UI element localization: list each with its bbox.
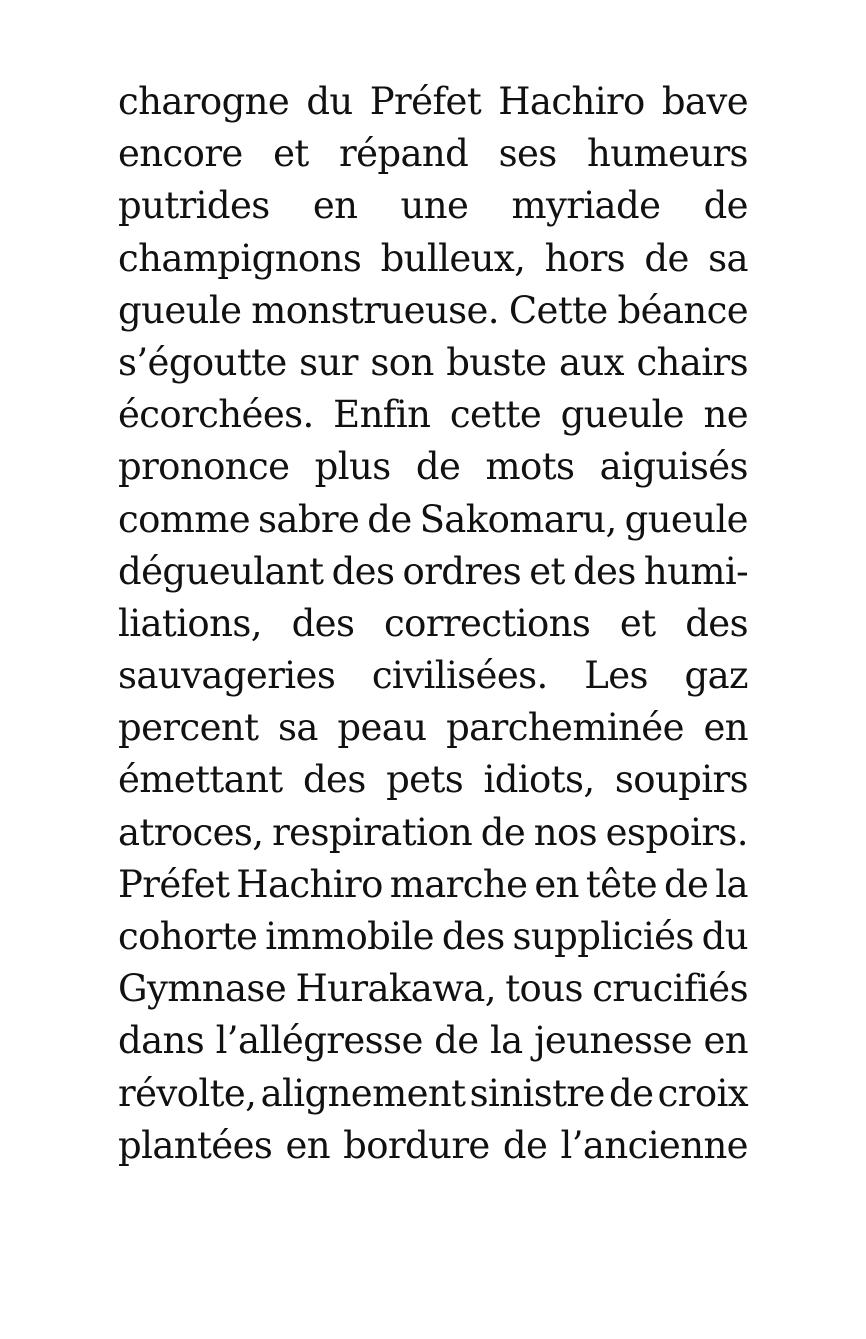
word: en <box>703 706 748 750</box>
word: respiration <box>272 810 473 854</box>
word: dégueulant <box>118 549 324 593</box>
word: hors <box>544 236 626 280</box>
word: des <box>572 549 636 593</box>
word: sur <box>299 340 358 384</box>
word: du <box>701 915 748 958</box>
word: de <box>502 1123 548 1167</box>
word: aux <box>558 340 624 384</box>
text-line <box>118 859 748 911</box>
text-line <box>118 337 748 389</box>
word: dans <box>118 1019 205 1063</box>
word: l’allégresse <box>215 1019 423 1063</box>
text-line <box>118 128 748 180</box>
word: alignement <box>260 1071 466 1115</box>
word: en <box>703 1019 748 1063</box>
word: tous <box>505 967 583 1011</box>
word: gueule <box>560 393 684 437</box>
word: s’égoutte <box>118 340 287 384</box>
word: marche <box>389 862 528 906</box>
text-line <box>118 1015 748 1067</box>
word: gueule <box>624 497 748 541</box>
word: ne <box>703 393 748 437</box>
word: sa <box>708 236 748 280</box>
word: son <box>370 340 434 384</box>
word: sinistre <box>469 1071 605 1115</box>
word: aiguisés <box>599 445 748 489</box>
word: Hachiro <box>498 80 645 123</box>
text-line <box>118 650 748 702</box>
word: des <box>685 601 748 645</box>
word: civilisées. <box>371 654 548 698</box>
word: monstrueuse. <box>251 288 499 332</box>
word: champignons <box>118 236 362 280</box>
word: de <box>480 810 526 854</box>
word: de <box>434 1019 479 1063</box>
word: des <box>291 601 355 645</box>
word: de <box>608 1071 654 1115</box>
word: peau <box>337 706 427 750</box>
word: nos <box>533 810 598 854</box>
word: plantées <box>118 1123 273 1167</box>
word: et <box>529 549 565 593</box>
word: de <box>415 445 461 489</box>
word: de <box>703 184 748 228</box>
word: soupirs <box>614 758 748 802</box>
word: cette <box>449 393 542 437</box>
word: Cette <box>508 288 608 332</box>
word: de <box>644 236 689 280</box>
word: buste <box>446 340 547 384</box>
word: Hurakawa, <box>295 967 496 1011</box>
word: humeurs <box>587 132 748 176</box>
word: des <box>331 549 395 593</box>
word: des <box>302 758 366 802</box>
word: plus <box>314 445 391 489</box>
word: de <box>663 862 709 906</box>
word: sauvageries <box>118 654 336 698</box>
word: sabre <box>258 497 360 541</box>
word: en <box>312 184 358 228</box>
word: gueule <box>118 288 242 332</box>
word: Préfet <box>118 862 230 906</box>
word: idiots, <box>483 758 595 802</box>
word: révolte, <box>118 1071 257 1115</box>
word: la <box>489 1019 523 1063</box>
word: suppliciés <box>512 915 694 958</box>
text-line <box>118 180 748 232</box>
word: liations, <box>118 601 262 645</box>
word: gaz <box>684 654 748 698</box>
word: parcheminée <box>446 706 684 750</box>
text-line <box>118 441 748 493</box>
word: immobile <box>265 915 434 958</box>
word: percent <box>118 706 259 750</box>
word: mots <box>485 445 575 489</box>
text-line <box>118 233 748 285</box>
word: écorchées. <box>118 393 314 437</box>
text-line <box>118 963 748 1015</box>
word: Enfin <box>333 393 431 437</box>
word: jeunesse <box>534 1019 693 1063</box>
text-line <box>118 389 748 441</box>
text-line <box>118 76 748 128</box>
word: Sakomaru, <box>419 497 617 541</box>
word: Gymnase <box>118 967 287 1011</box>
word: Les <box>584 654 648 698</box>
word: bordure <box>343 1123 490 1167</box>
word: ordres <box>402 549 522 593</box>
text-line <box>118 702 748 754</box>
text-line <box>118 807 748 859</box>
word: cohorte <box>118 915 258 958</box>
word: atroces, <box>118 810 264 854</box>
word: bulleux, <box>380 236 526 280</box>
word: sa <box>277 706 318 750</box>
word: croix <box>657 1071 748 1115</box>
text-line <box>118 754 748 806</box>
word: Préfet <box>369 80 482 123</box>
word: et <box>619 601 656 645</box>
word: crucifiés <box>592 967 748 1011</box>
text-line <box>118 911 748 963</box>
text-line <box>118 546 748 598</box>
text-line <box>118 1120 748 1172</box>
word: une <box>400 184 469 228</box>
word: prononce <box>118 445 290 489</box>
word: ses <box>498 132 557 176</box>
text-line <box>118 598 748 650</box>
word: corrections <box>384 601 591 645</box>
word: espoirs. <box>605 810 748 854</box>
word: myriade <box>511 184 661 228</box>
word: chairs <box>636 340 748 384</box>
word: des <box>441 915 505 958</box>
word: putrides <box>118 184 270 228</box>
word: Hachiro <box>236 862 383 906</box>
word: pets <box>386 758 464 802</box>
word: béance <box>617 288 748 332</box>
text-line <box>118 285 748 337</box>
text-line <box>118 494 748 546</box>
word: bave <box>661 80 748 123</box>
word: en <box>285 1123 330 1167</box>
word: en <box>534 862 579 906</box>
word: comme <box>118 497 251 541</box>
body-text <box>118 76 748 1172</box>
word: charogne <box>118 80 290 123</box>
word: humi- <box>643 549 748 593</box>
word: tête <box>585 862 657 906</box>
word: l’ancienne <box>560 1123 748 1167</box>
word: du <box>306 80 353 123</box>
word: encore <box>118 132 243 176</box>
word: de <box>367 497 412 541</box>
text-line <box>118 1068 748 1120</box>
word: et <box>273 132 309 176</box>
word: émettant <box>118 758 283 802</box>
word: la <box>715 862 748 906</box>
word: répand <box>338 132 469 176</box>
